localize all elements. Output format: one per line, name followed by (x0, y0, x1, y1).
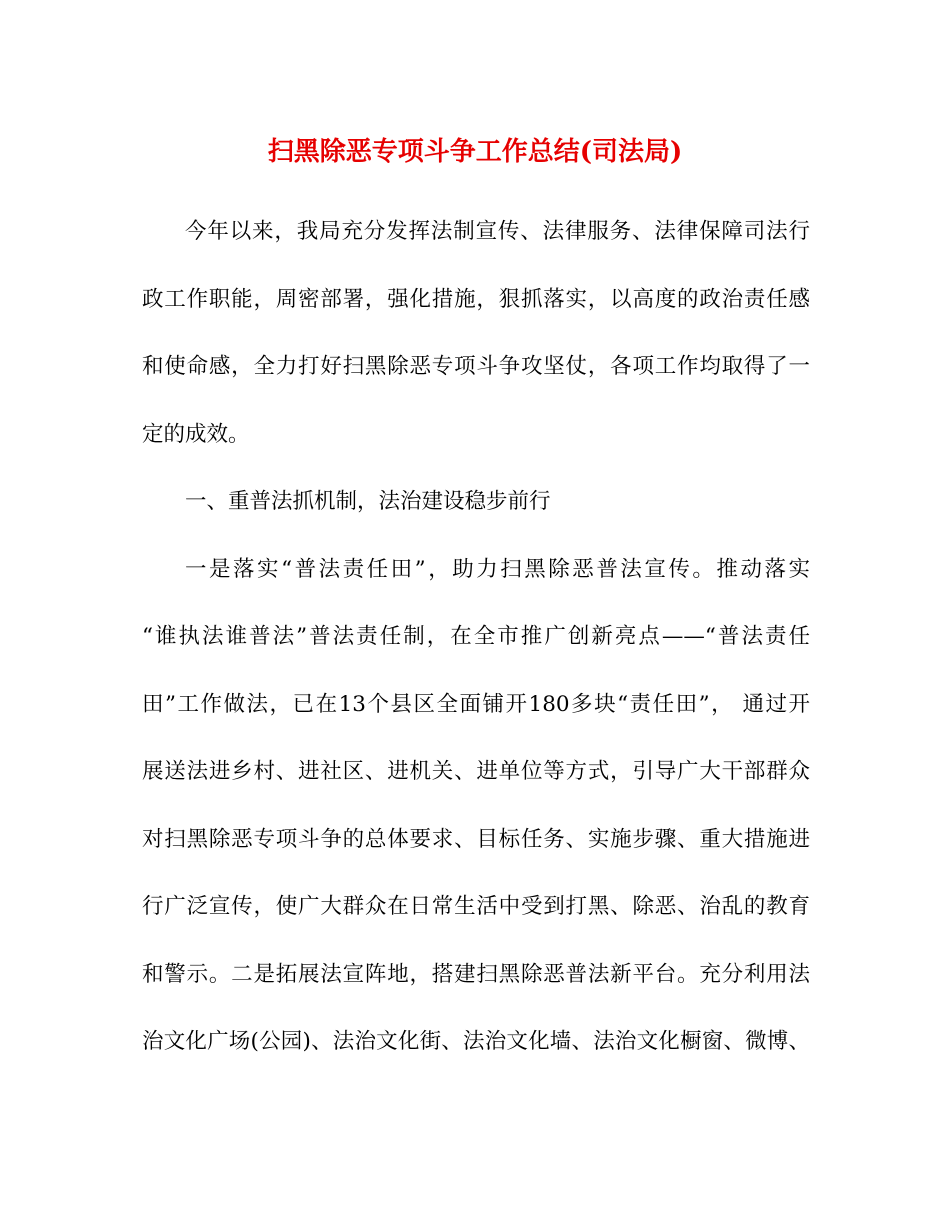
paragraph-line: 今年以来，我局充分发挥法制宣传、法律服务、法律保障司法行 (185, 219, 810, 244)
document-body (142, 212, 810, 1090)
section-heading: 一、重普法抓机制，法治建设稳步前行 (185, 489, 551, 514)
paragraph-line: 和使命感，全力打好扫黑除恶专项斗争攻坚仗，各项工作均取得了一 (142, 354, 810, 379)
paragraph-line: 展送法进乡村、进社区、进机关、进单位等方式，引导广大干部群众 (142, 759, 810, 784)
paragraph-line: “谁执法谁普法”普法责任制，在全市推广创新亮点——“普法责任 (142, 624, 810, 649)
paragraph-line: 治文化广场(公园)、法治文化街、法治文化墙、法治文化橱窗、微博、 (142, 1029, 810, 1054)
paragraph-line: 田”工作做法，已在13个县区全面铺开180多块“责任田”， 通过开 (142, 691, 810, 717)
document-title: 扫黑除恶专项斗争工作总结(司法局) (267, 137, 683, 167)
paragraph-line: 对扫黑除恶专项斗争的总体要求、目标任务、实施步骤、重大措施进 (142, 826, 810, 852)
paragraph-line: 一是落实“普法责任田”，助力扫黑除恶普法宣传。推动落实 (185, 556, 810, 582)
paragraph-line: 行广泛宣传，使广大群众在日常生活中受到打黑、除恶、治乱的教育 (142, 894, 810, 919)
paragraph-line: 和警示。二是拓展法宣阵地，搭建扫黑除恶普法新平台。充分利用法 (142, 961, 810, 987)
paragraph-line: 定的成效。 (142, 421, 250, 447)
paragraph-line: 政工作职能，周密部署，强化措施，狠抓落实，以高度的政治责任感 (142, 286, 810, 312)
